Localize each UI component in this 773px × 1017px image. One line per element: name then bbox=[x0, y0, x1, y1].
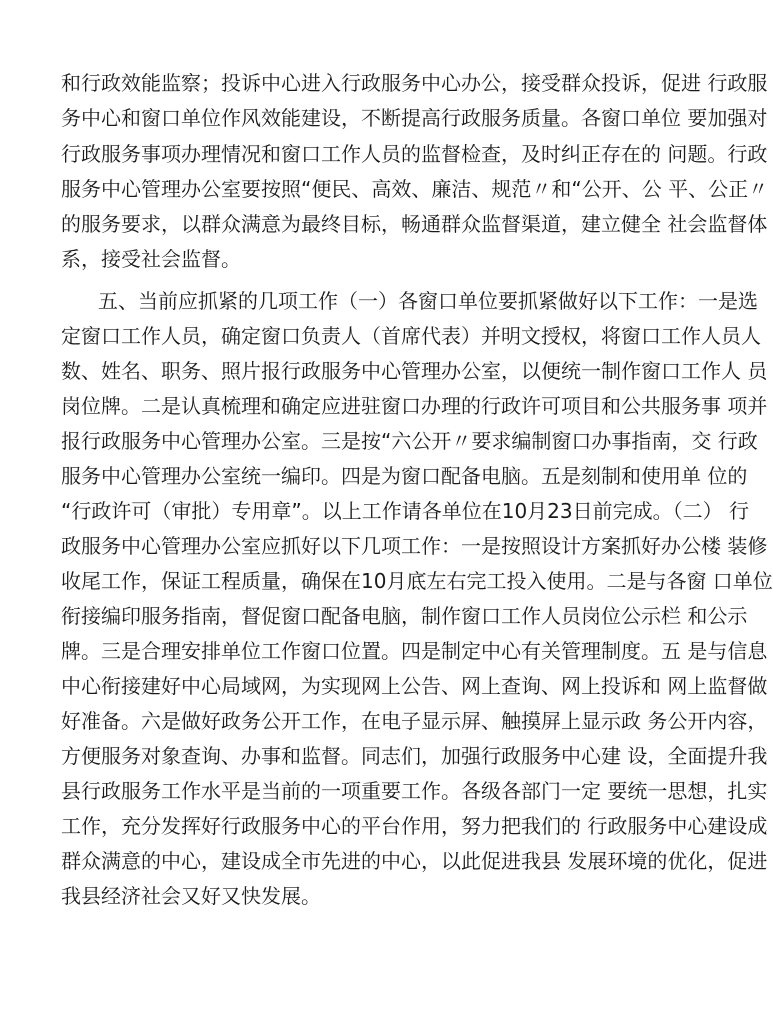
text-line: 牌。三是合理安排单位工作窗口位置。四是制定中心有关管理制度。五 是与信息 bbox=[61, 639, 768, 663]
text-line: 收尾工作，保证工程质量，确保在10月底左右完工投入使用。二是与各窗 口单位 bbox=[61, 569, 773, 593]
text-line: 方便服务对象查询、办事和监督。同志们，加强行政服务中心建 设，全面提升我 bbox=[61, 744, 768, 768]
text-line: 好准备。六是做好政务公开工作，在电子显示屏、触摸屏上显示政 务公开内容， bbox=[61, 709, 768, 733]
paragraph-first-line: 五、当前应抓紧的几项工作（一）各窗口单位要抓紧做好以下工作：一是选 bbox=[98, 289, 758, 313]
text-line: “行政许可（审批）专用章”。以上工作请各单位在10月23日前完成。（二） 行 bbox=[61, 499, 749, 523]
text-line: 政服务中心管理办公室应抓好以下几项工作：一是按照设计方案抓好办公楼 装修 bbox=[61, 534, 768, 558]
text-line: 我县经济社会又好又快发展。 bbox=[61, 884, 321, 908]
text-line: 工作，充分发挥好行政服务中心的平台作用，努力把我们的 行政服务中心建设成 bbox=[61, 814, 768, 838]
text-line: 中心衔接建好中心局域网，为实现网上公告、网上查询、网上投诉和 网上监督做 bbox=[61, 674, 768, 698]
text-line: 岗位牌。二是认真梳理和确定应进驻窗口办理的行政许可项目和公共服务事 项并 bbox=[61, 394, 768, 418]
text-line: 报行政服务中心管理办公室。三是按“六公开〃要求编制窗口办事指南，交 行政 bbox=[61, 429, 758, 453]
text-line: 服务中心管理办公室要按照“便民、高效、廉洁、规范〃和“公开、公 平、公正〃 bbox=[61, 177, 769, 201]
text-line: 的服务要求，以群众满意为最终目标，畅通群众监督渠道，建立健全 社会监督体 bbox=[61, 212, 768, 236]
text-line: 和行政效能监察；投诉中心进入行政服务中心办公，接受群众投诉，促进 行政服 bbox=[61, 71, 768, 95]
text-line: 数、姓名、职务、照片报行政服务中心管理办公室，以便统一制作窗口工作人 员 bbox=[61, 359, 768, 383]
text-line: 定窗口工作人员，确定窗口负责人（首席代表）并明文授权，将窗口工作人员人 bbox=[61, 324, 761, 348]
text-line: 系，接受社会监督。 bbox=[61, 247, 241, 271]
text-line: 服务中心管理办公室统一编印。四是为窗口配备电脑。五是刻制和使用单 位的 bbox=[61, 464, 748, 488]
text-line: 衔接编印服务指南，督促窗口配备电脑，制作窗口工作人员岗位公示栏 和公示 bbox=[61, 604, 748, 628]
text-line: 群众满意的中心，建设成全市先进的中心，以此促进我县 发展环境的优化，促进 bbox=[61, 849, 768, 873]
text-line: 县行政服务工作水平是当前的一项重要工作。各级各部门一定 要统一思想，扎实 bbox=[61, 779, 768, 803]
text-line: 行政服务事项办理情况和窗口工作人员的监督检查，及时纠正存在的 问题。行政 bbox=[61, 142, 768, 166]
text-line: 务中心和窗口单位作风效能建设，不断提高行政服务质量。各窗口单位 要加强对 bbox=[61, 106, 768, 130]
